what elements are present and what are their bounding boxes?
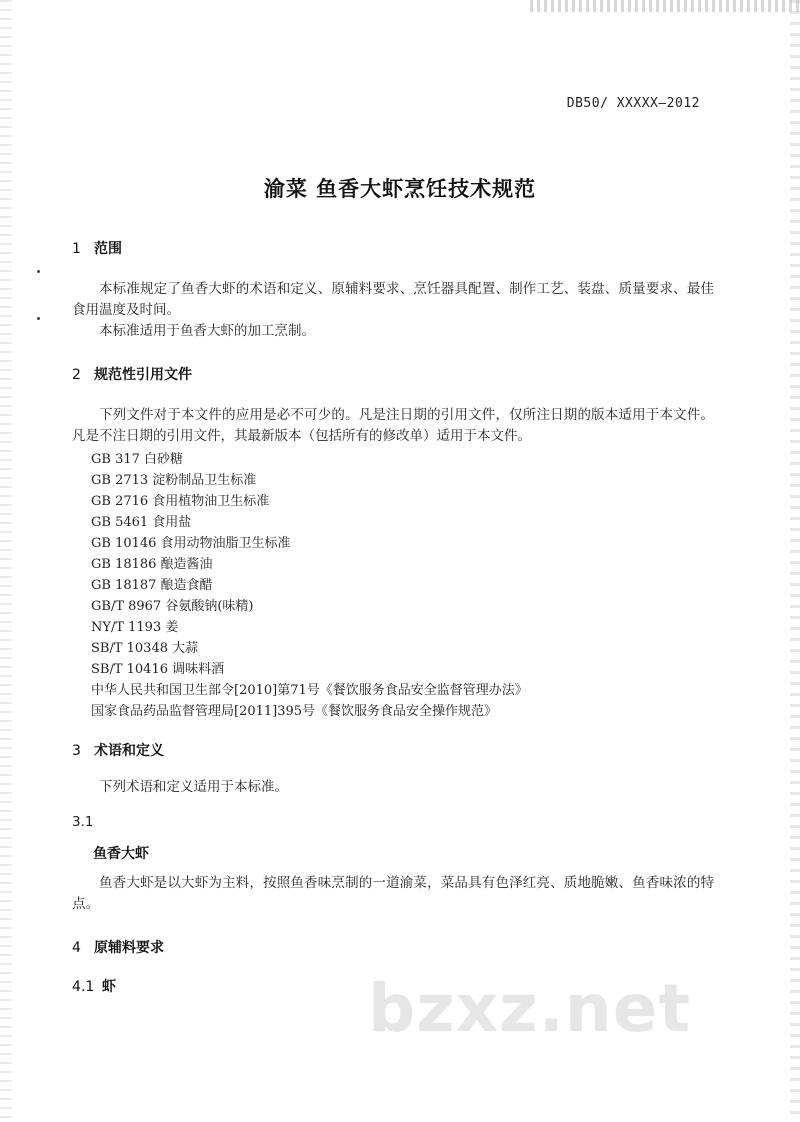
section-3-intro: 下列术语和定义适用于本标准。 [99, 779, 288, 795]
section-2-intro: 下列文件对于本文件的应用是必不可少的。凡是注日期的引用文件，仅所注日期的版本适用于本文件。凡是不注日期的引用文件，其最新版本（包括所有的修改单）适用于本文件。 [72, 407, 714, 444]
reference-item: GB 5461 食用盐 [91, 515, 192, 530]
section-title: 术语和定义 [94, 743, 164, 759]
section-1-paragraph-2: 本标准适用于鱼香大虾的加工烹制。 [99, 323, 315, 339]
document-code: DB50/ XXXXX—2012 [566, 96, 700, 111]
reference-item: GB/T 8967 谷氨酸钠(味精) [91, 599, 254, 614]
document-title: 渝菜 鱼香大虾烹饪技术规范 [263, 177, 537, 201]
scan-edge-right [790, 0, 800, 1122]
reference-item: GB 10146 食用动物油脂卫生标准 [91, 536, 291, 551]
scan-speck [37, 317, 40, 320]
reference-item: 国家食品药品监督管理局[2011]395号《餐饮服务食品安全操作规范》 [91, 704, 498, 719]
reference-item: SB/T 10348 大蒜 [91, 641, 199, 656]
reference-item: GB 18186 酿造酱油 [91, 557, 213, 572]
reference-item: SB/T 10416 调味料酒 [91, 662, 225, 677]
reference-item: GB 2713 淀粉制品卫生标准 [91, 473, 257, 488]
section-4-heading [72, 937, 164, 957]
section-number: 2 [72, 367, 81, 383]
term-definition: 鱼香大虾是以大虾为主料，按照鱼香味烹制的一道渝菜，菜品具有色泽红亮、质地脆嫩、鱼香味浓的特点。 [72, 875, 714, 912]
section-1-paragraph-1: 本标准规定了鱼香大虾的术语和定义、原辅料要求、烹饪器具配置、制作工艺、装盘、质量要求、最佳食用温度及时间。 [72, 281, 714, 318]
scan-speck [37, 270, 40, 273]
section-3-heading [72, 740, 164, 760]
reference-item: GB 18187 酿造食醋 [91, 578, 213, 593]
subsection-title: 虾 [102, 979, 116, 995]
section-title: 规范性引用文件 [94, 367, 192, 383]
watermark: bzxz.net [368, 970, 692, 1047]
section-number: 1 [72, 241, 81, 257]
section-title: 原辅料要求 [94, 940, 164, 956]
scan-edge-top [530, 0, 800, 12]
reference-item: 中华人民共和国卫生部令[2010]第71号《餐饮服务食品安全监督管理办法》 [91, 683, 528, 698]
reference-item: NY/T 1193 姜 [91, 620, 179, 635]
section-title: 范围 [94, 241, 122, 257]
subsection-number: 4.1 [72, 979, 95, 995]
scan-edge-left [0, 0, 12, 1122]
section-2-heading [72, 364, 192, 384]
section-number: 4 [72, 940, 81, 956]
reference-item: GB 317 白砂糖 [91, 452, 184, 467]
section-number: 3 [72, 743, 81, 759]
section-1-heading [72, 238, 122, 258]
term-name: 鱼香大虾 [93, 846, 149, 862]
reference-item: GB 2716 食用植物油卫生标准 [91, 494, 270, 509]
subsection-number: 3.1 [72, 814, 94, 830]
subsection-4-1-heading [72, 976, 116, 996]
